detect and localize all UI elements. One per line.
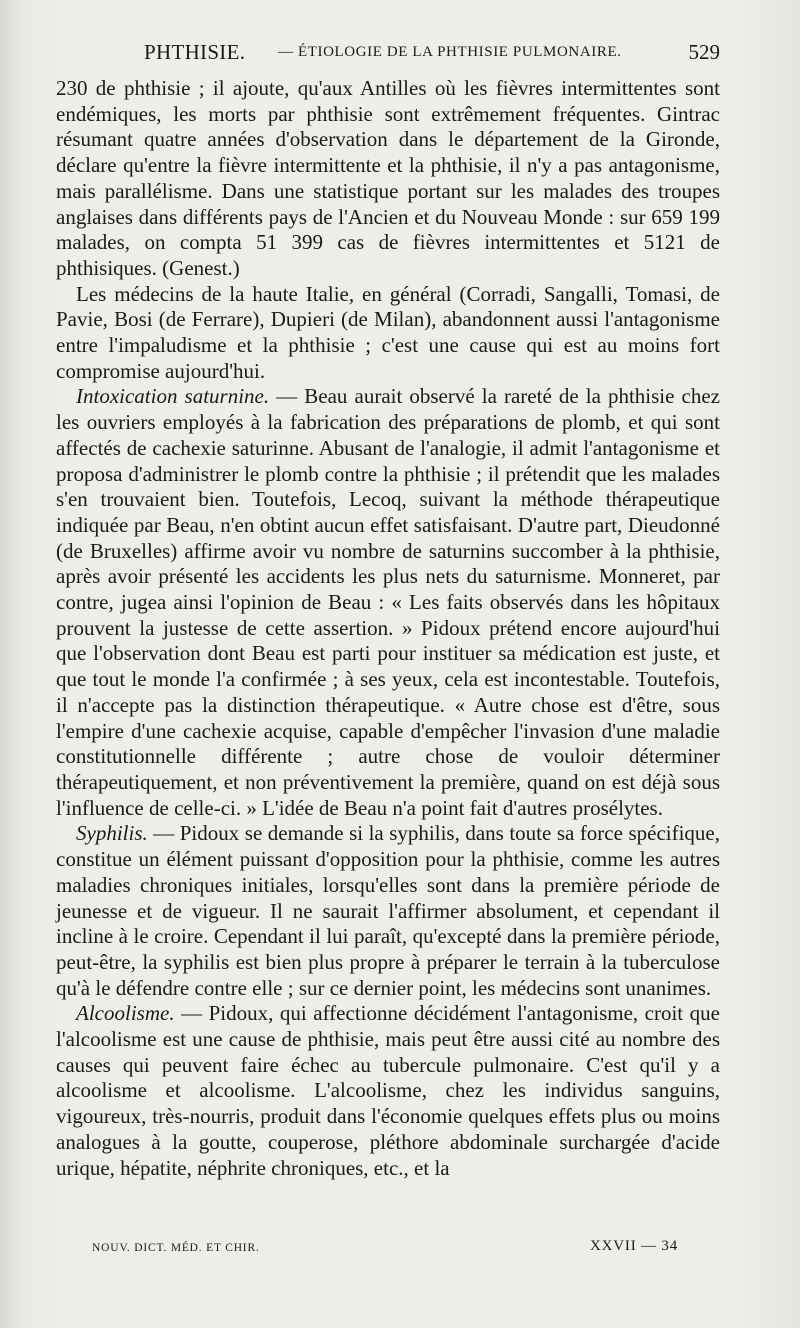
paragraph-text: Les médecins de la haute Italie, en général (Corradi, Sangalli, Tomasi, de Pavie, Bosi (de Ferrare), Dupieri (de Milan), abandonnent aussi l'antagonisme entre l'impaludisme et la phthisie ; c'est une cause qui est au moins fort compromise aujourd'hui. bbox=[56, 281, 720, 383]
paragraph-syphilis bbox=[56, 821, 720, 1001]
paragraph-text: — Beau aurait observé la rareté de la phthisie chez les ouvriers employés à la fabrication des préparations de plomb, et qui sont affectés de cachexie saturinne. Abusant de l'analogie, il admit l'antagonisme et proposa d'administrer le plomb contre la phthisie ; il prétendit que les malades s'en trouvaient bien. Toutefois, Lecoq, suivant la méthode thérapeutique indiquée par Beau, n'en obtint aucun effet satisfaisant. D'autre part, Dieudonné (de Bruxelles) affirme avoir vu nombre de saturnins succomber à la phthisie, après avoir présenté les accidents les plus nets du saturnisme. Monneret, par contre, jugea ainsi l'opinion de Beau : « Les faits observés dans les hôpitaux prouvent la justesse de cette assertion. » Pidoux prétend encore aujourd'hui que l'observation dont Beau est parti pour instituer sa médication est juste, et que tout le monde l'a confirmée ; à ses yeux, cela est incontestable. Toutefois, il n'accepte pas la distinction thérapeutique. « Autre chose est d'être, sous l'empire d'une cachexie acquise, capable d'empêcher l'invasion d'une maladie constitutionnelle différente ; autre chose de vouloir déterminer thérapeutiquement, et non préventivement la première, quand on est déjà sous l'influence de celle-ci. » L'idée de Beau n'a point fait d'autres prosélytes. bbox=[56, 384, 720, 820]
running-title: PHTHISIE. bbox=[144, 40, 246, 64]
running-subtitle: — ÉTIOLOGIE DE LA PHTHISIE PULMONAIRE. bbox=[278, 44, 622, 60]
paragraph-text: — Pidoux se demande si la syphilis, dans toute sa force spécifique, constitue un élément puissant d'opposition pour la phthisie, comme les autres maladies chroniques initiales, lorsqu'elles sont dans la première période de jeunesse et de vigueur. Il ne saurait l'affirmer absolument, et cependant il incline à le croire. Cependant il lui paraît, qu'excepté dans la première période, peut-être, la syphilis est bien plus propre à préparer le terrain à la tuberculose qu'à le défendre contre elle ; sur ce dernier point, les médecins sont unanimes. bbox=[56, 821, 720, 1000]
paragraph-text: — Pidoux, qui affectionne décidément l'antagonisme, croit que l'alcoolisme est une cause de phthisie, mais peut être aussi cité au nombre des causes qui peuvent faire échec au tubercule pulmonaire. C'est qu'il y a alcoolisme et alcoolisme. L'alcoolisme, chez les individus sanguins, vigoureux, très-nourris, produit dans l'économie quelques effets plus ou moins analogues à la goutte, couperose, pléthore abdominale surchargée d'acide urique, hépatite, néphrite chroniques, etc., et la bbox=[56, 1001, 720, 1180]
section-heading-alcoolisme: Alcoolisme. bbox=[76, 1001, 175, 1026]
footer-signature: XXVII — 34 bbox=[590, 1238, 678, 1254]
running-header bbox=[100, 40, 720, 68]
paragraph-1 bbox=[56, 76, 720, 282]
page-number: 529 bbox=[688, 40, 720, 64]
paragraph-text: 230 de phthisie ; il ajoute, qu'aux Antilles où les fièvres intermittentes sont endémiques, les morts par phthisie sont extrêmement fréquentes. Gintrac résumant quatre années d'observation dans le département de la Gironde, déclare qu'entre la fièvre intermittente et la phthisie, il n'y a pas antagonisme, mais parallélisme. Dans une statistique portant sur les malades des troupes anglaises dans différents pays de l'Ancien et du Nouveau Monde : sur 659 199 malades, on compta 51 399 cas de fièvres intermittentes et 5121 de phthisiques. (Genest.) bbox=[56, 76, 720, 280]
body-text bbox=[56, 76, 720, 1181]
paragraph-2 bbox=[56, 282, 720, 385]
paragraph-alcoolisme bbox=[56, 1001, 720, 1181]
page-footer bbox=[92, 1240, 678, 1258]
section-heading-saturnine: Intoxication saturnine. bbox=[76, 384, 270, 409]
section-heading-syphilis: Syphilis. bbox=[76, 821, 148, 846]
paragraph-saturnine bbox=[56, 384, 720, 821]
footer-source: NOUV. DICT. MÉD. ET CHIR. bbox=[92, 1242, 260, 1254]
